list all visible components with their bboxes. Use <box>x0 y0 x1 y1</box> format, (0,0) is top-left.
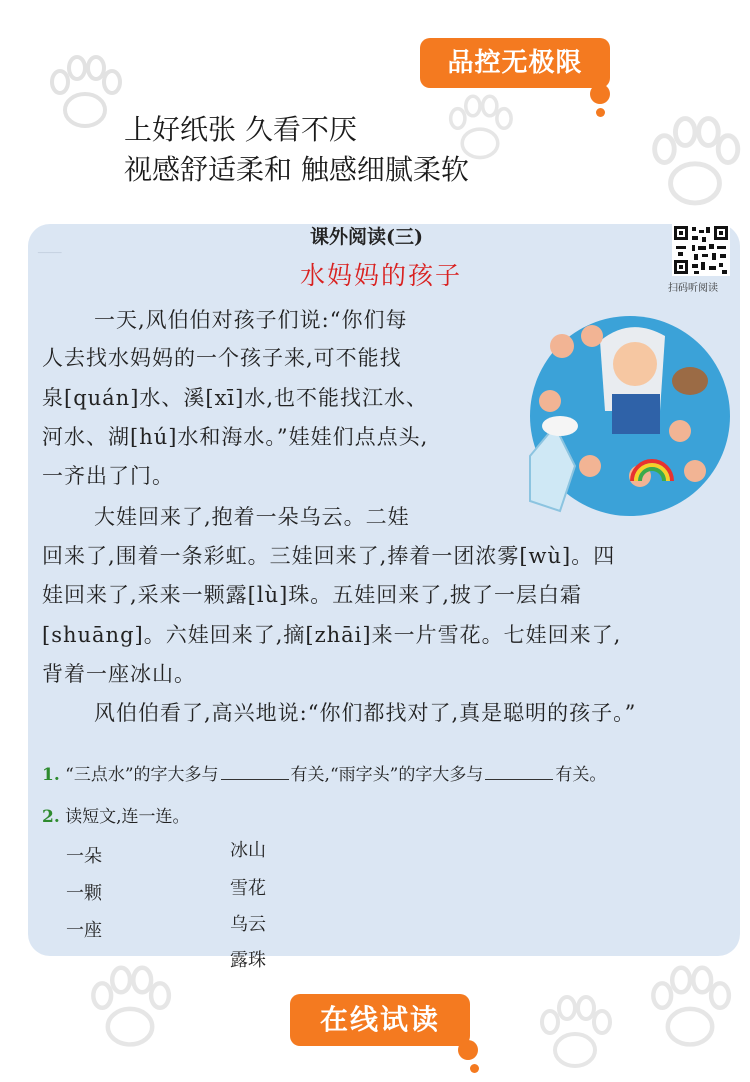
story-illustration <box>520 306 730 516</box>
question-text: “三点水”的字大多与 <box>65 765 219 785</box>
paw-print-icon <box>530 990 620 1080</box>
page-watermark: ─── <box>38 246 62 261</box>
paragraph-line: 大娃回来了,抱着一朵乌云。二娃 <box>94 505 410 529</box>
match-left-item: 一座 <box>66 920 102 941</box>
match-right-item: 冰山 <box>230 840 266 861</box>
story-title: 水妈妈的孩子 <box>300 261 463 290</box>
badge-dot <box>458 1040 478 1060</box>
question-text: 有关。 <box>555 765 607 785</box>
match-right-item: 乌云 <box>230 914 266 935</box>
paw-print-icon <box>40 50 130 140</box>
answer-blank[interactable] <box>485 778 553 780</box>
paw-print-icon <box>80 960 180 1060</box>
question-1 <box>42 760 606 785</box>
qr-code-label: 扫码听阅读 <box>668 283 718 294</box>
match-right-item: 露珠 <box>230 950 266 971</box>
online-preview-button[interactable]: 在线试读 <box>290 994 470 1046</box>
match-left-item: 一朵 <box>66 846 102 867</box>
paragraph-line: 河水、湖[hú]水和海水。”娃娃们点点头, <box>42 425 429 449</box>
paragraph-line: 背着一座冰山。 <box>42 662 196 686</box>
paragraph-line: 一天,风伯伯对孩子们说:“你们每 <box>94 308 408 332</box>
paw-print-icon <box>640 110 750 220</box>
question-number: 1. <box>42 765 60 785</box>
quality-badge: 品控无极限 <box>420 38 610 88</box>
answer-blank[interactable] <box>221 778 289 780</box>
match-right-item: 雪花 <box>230 878 266 899</box>
question-number: 2. <box>42 807 60 827</box>
question-text: 读短文,连一连。 <box>65 807 190 827</box>
badge-dot <box>590 84 610 104</box>
paragraph-line: 娃回来了,采来一颗露[lù]珠。五娃回来了,披了一层白霜 <box>42 583 582 607</box>
paragraph-line: 人去找水妈妈的一个孩子来,可不能找 <box>42 346 402 370</box>
paragraph-line: 一齐出了门。 <box>42 464 174 488</box>
section-title: 课外阅读(三) <box>310 226 423 248</box>
question-text: 有关,“雨字头”的字大多与 <box>290 765 484 785</box>
paragraph-line: [shuāng]。六娃回来了,摘[zhāi]来一片雪花。七娃回来了, <box>42 623 622 647</box>
book-page-preview <box>28 224 740 971</box>
qr-code-icon <box>672 224 730 276</box>
paragraph-line: 回来了,围着一条彩虹。三娃回来了,捧着一团浓雾[wù]。四 <box>42 544 616 568</box>
paw-print-icon <box>640 960 740 1060</box>
paragraph-line: 泉[quán]水、溪[xī]水,也不能找江水、 <box>42 386 429 410</box>
question-2 <box>42 802 190 827</box>
headline-line-1: 上好纸张 久看不厌 <box>124 113 357 146</box>
headline-line-2: 视感舒适柔和 触感细腻柔软 <box>124 153 469 186</box>
match-left-item: 一颗 <box>66 883 102 904</box>
badge-dot <box>596 108 605 117</box>
badge-dot <box>470 1064 479 1073</box>
paragraph-line: 风伯伯看了,高兴地说:“你们都找对了,真是聪明的孩子。” <box>94 701 637 725</box>
